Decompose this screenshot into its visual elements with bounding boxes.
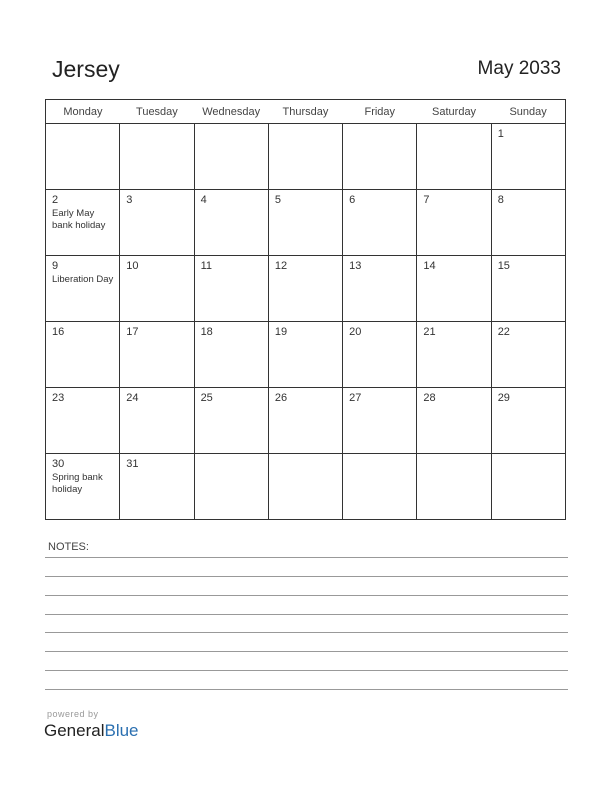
weekday-header: Friday	[343, 100, 417, 124]
day-cell	[491, 256, 565, 322]
notes-line	[45, 614, 568, 615]
day-cell	[46, 124, 120, 190]
day-cell	[268, 190, 342, 256]
day-cell	[343, 190, 417, 256]
weekday-header: Saturday	[417, 100, 491, 124]
week-row	[46, 322, 566, 388]
day-cell	[417, 388, 491, 454]
day-cell	[268, 322, 342, 388]
day-cell	[194, 322, 268, 388]
day-number: 12	[274, 260, 288, 272]
day-number: 4	[200, 194, 207, 206]
day-cell	[46, 388, 120, 454]
notes-line	[45, 689, 568, 690]
day-number: 13	[349, 260, 362, 272]
holiday-label: Liberation Day	[52, 274, 114, 285]
day-cell	[194, 190, 268, 256]
notes-line	[45, 557, 568, 558]
weekday-header: Monday	[46, 100, 120, 124]
calendar-month-title: May 2033	[477, 58, 561, 79]
weekday-header-row	[46, 100, 566, 124]
day-cell	[194, 124, 268, 190]
notes-line	[45, 651, 568, 652]
holiday-label: Early May bank holiday	[52, 208, 106, 231]
day-number: 9	[52, 260, 59, 272]
weekday-header: Tuesday	[120, 100, 194, 124]
day-number: 7	[423, 194, 430, 206]
day-cell	[417, 322, 491, 388]
week-row	[46, 388, 566, 454]
day-number: 25	[200, 392, 213, 404]
day-number: 20	[349, 326, 362, 338]
day-number: 11	[200, 260, 212, 272]
notes-line	[45, 632, 568, 633]
day-cell	[268, 124, 342, 190]
day-number: 14	[423, 260, 436, 272]
powered-by-text: powered by	[47, 709, 99, 719]
day-cell	[46, 256, 120, 322]
notes-label: NOTES:	[48, 541, 89, 553]
day-number: 31	[126, 458, 139, 470]
weekday-header: Wednesday	[194, 100, 268, 124]
day-cell	[491, 322, 565, 388]
week-row	[46, 124, 566, 190]
day-cell	[268, 388, 342, 454]
day-cell	[120, 190, 194, 256]
day-cell	[417, 256, 491, 322]
notes-line	[45, 670, 568, 671]
day-number: 29	[497, 392, 510, 404]
day-number: 19	[274, 326, 288, 338]
day-number: 2	[52, 194, 59, 206]
day-number: 22	[497, 326, 510, 338]
day-number: 5	[274, 194, 281, 206]
day-number: 30	[52, 458, 65, 470]
notes-line	[45, 595, 568, 596]
day-number: 15	[497, 260, 510, 272]
day-number: 18	[200, 326, 213, 338]
day-number: 16	[52, 326, 65, 338]
day-cell	[491, 124, 565, 190]
day-cell	[343, 256, 417, 322]
day-number: 23	[52, 392, 65, 404]
day-number: 28	[423, 392, 436, 404]
day-cell	[343, 454, 417, 520]
brand-logo	[44, 721, 139, 741]
day-number: 1	[497, 128, 504, 140]
day-cell	[46, 322, 120, 388]
day-cell	[120, 256, 194, 322]
day-cell	[120, 454, 194, 520]
day-cell	[417, 124, 491, 190]
calendar-body	[46, 124, 566, 520]
day-cell	[491, 388, 565, 454]
day-cell	[343, 124, 417, 190]
day-cell	[417, 190, 491, 256]
week-row	[46, 190, 566, 256]
day-cell	[268, 454, 342, 520]
day-number: 6	[349, 194, 356, 206]
weekday-header: Sunday	[491, 100, 565, 124]
day-number: 3	[126, 194, 133, 206]
day-cell	[120, 322, 194, 388]
notes-line	[45, 576, 568, 577]
day-number: 8	[497, 194, 504, 206]
day-cell	[120, 388, 194, 454]
calendar-grid	[45, 99, 566, 520]
day-cell	[343, 322, 417, 388]
day-cell	[343, 388, 417, 454]
day-cell	[46, 190, 120, 256]
day-cell	[491, 190, 565, 256]
day-number: 17	[126, 326, 139, 338]
day-cell	[194, 388, 268, 454]
weekday-header: Thursday	[268, 100, 342, 124]
week-row	[46, 256, 566, 322]
day-cell	[120, 124, 194, 190]
day-cell	[268, 256, 342, 322]
day-number: 24	[126, 392, 139, 404]
week-row	[46, 454, 566, 520]
calendar-region-title: Jersey	[52, 56, 120, 82]
brand-general: General	[44, 721, 105, 740]
day-cell	[417, 454, 491, 520]
day-cell	[491, 454, 565, 520]
day-number: 10	[126, 260, 139, 272]
day-number: 27	[349, 392, 362, 404]
day-number: 21	[423, 326, 436, 338]
holiday-label: Spring bank holiday	[52, 472, 103, 495]
brand-blue: Blue	[104, 721, 139, 740]
day-cell	[194, 256, 268, 322]
day-number: 26	[274, 392, 288, 404]
day-cell	[46, 454, 120, 520]
day-cell	[194, 454, 268, 520]
